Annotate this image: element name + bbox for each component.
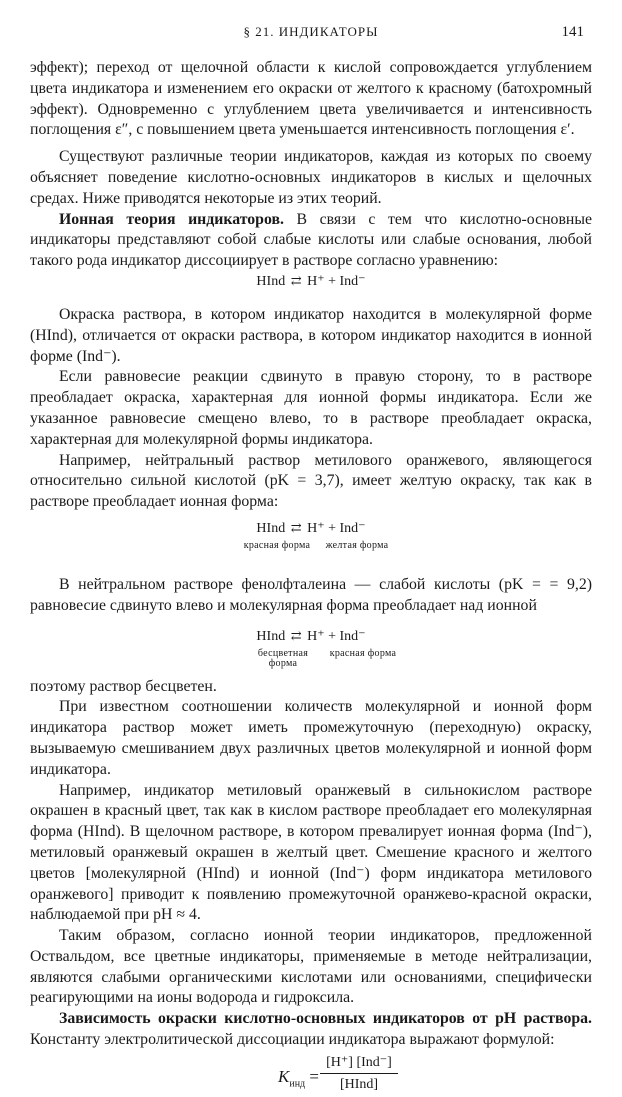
paragraph-color-forms: Окраска раствора, в котором индикатор находится в молекулярной форме (HInd), отличается от окраски раствора, в котором индикатор находится в ионной форме (Ind⁻).: [30, 305, 592, 365]
paragraph-equilibrium-shift: Если равновесие реакции сдвинуто в правую сторону, то в растворе преобладает окраска, характерная для ионной формы индикатора. Если же указанное равновесие смещено влево, то в растворе преобладает окраска, характерная для молекулярной формы индикатора.: [30, 368, 592, 448]
section-title: § 21. ИНДИКАТОРЫ: [243, 24, 379, 39]
formula-equals: =: [309, 1066, 319, 1086]
label-yellow-form: желтая форма: [325, 539, 389, 551]
equation-phenolphthalein-block: [30, 627, 592, 677]
equilibrium-arrow-icon: ⇄: [290, 272, 302, 288]
equilibrium-arrow-icon: ⇄: [290, 519, 302, 535]
equation-methyl-orange: HInd ⇄ H⁺ + Ind⁻: [256, 519, 366, 536]
formula-denominator: [HInd]: [339, 1076, 379, 1092]
paragraph-phenolphthalein: В нейтральном растворе фенолфталеина — слабой кислоты (pK = = 9,2) равновесие сдвинуто влево и молекулярная форма преобладает над ионной: [30, 575, 592, 614]
formula-k-subscript: инд: [289, 1078, 306, 1090]
label-red-form: красная форма: [243, 539, 311, 551]
formula-k: $K_{инд}$ =: [278, 1066, 319, 1090]
ph-dependence-text: Константу электролитической диссоциации индикатора выражают формулой:: [30, 1031, 555, 1049]
paragraph-colorless: поэтому раствор бесцветен.: [30, 677, 217, 695]
label-colorless-form: бесцветная форма: [257, 647, 309, 669]
page-number: 141: [561, 24, 584, 40]
paragraph-methyl-orange-example: Например, индикатор метиловый оранжевый в сильнокислом растворе окрашен в красный цвет, так как в кислом растворе преобладает его молекулярная форма (HInd). В щелочном растворе, в котором превалирует ионная форма (Ind⁻), метиловый оранжевый окрашен в желтый цвет. Смешение красного и желтого цветов [молекулярной (HInd) и ионной (Ind⁻) форм индикатора метилового оранжевого] приводит к появлению промежуточной оранжево-красной окраски, наблюдаемой при pH ≈ 4.: [30, 781, 592, 924]
paragraph-methyl-orange: Например, нейтральный раствор метилового оранжевого, являющегося относительно сильной кислотой (pK = 3,7), имеет желтую окраску, так как в растворе преобладает ионная форма:: [30, 451, 592, 511]
equation-methyl-orange-block: [30, 519, 592, 567]
paragraph-continuation: эффект); переход от щелочной области к кислой сопровождается углублением цвета индикатора и изменением его окраски от желтого к красному (батохромный эффект). Одновременно с углублением цвета увеличивается и интенсивность поглощения ε″, с повышением цвета уменьшается интенсивность поглощения ε′.: [30, 59, 592, 139]
dissociation-constant-formula: [30, 1053, 592, 1097]
formula-fraction-bar: [320, 1073, 398, 1074]
paragraph-intermediate-color: При известном соотношении количеств молекулярной и ионной форм индикатора раствор может иметь промежуточную (переходную) окраску, вызываемую смешиванием двух различных цветов молекулярной и ионной форм индикатора.: [30, 698, 592, 778]
formula-numerator: [H⁺] [Ind⁻]: [326, 1054, 392, 1070]
equation-dissociation: HInd ⇄ H⁺ + Ind⁻: [256, 272, 366, 289]
equilibrium-arrow-icon: ⇄: [290, 627, 302, 643]
paragraph-ph-dependence: [30, 1009, 592, 1051]
paragraph-ionic-theory: [30, 210, 592, 272]
label-red-form-2: красная форма: [329, 647, 397, 659]
equation-phenolphthalein: HInd ⇄ H⁺ + Ind⁻: [256, 627, 366, 644]
running-header: [30, 24, 592, 44]
paragraph-theories-intro: Существуют различные теории индикаторов, каждая из которых по своему объясняет поведение кислотно-основных индикаторов в кислых и щелочных средах. Ниже приводятся некоторые из этих теорий.: [30, 148, 592, 207]
page-body: [30, 58, 592, 1097]
ionic-theory-text: В связи с тем что кислотно-основные индикаторы представляют собой слабые кислоты или слабые основания, любой такого рода индикатор диссоциирует в растворе согласно уравнению:: [30, 210, 592, 270]
paragraph-ostwald: Таким образом, согласно ионной теории индикаторов, предложенной Оствальдом, все цветные индикаторы, применяемые в методе нейтрализации, являются слабыми органическими кислотами или основаниями, специфически реагирующими на ионы водорода и гидроксила.: [30, 927, 592, 1007]
ionic-theory-heading: Ионная теория индикаторов.: [59, 210, 284, 228]
ph-dependence-heading: Зависимость окраски кислотно-основных индикаторов от pH раствора.: [59, 1010, 592, 1028]
